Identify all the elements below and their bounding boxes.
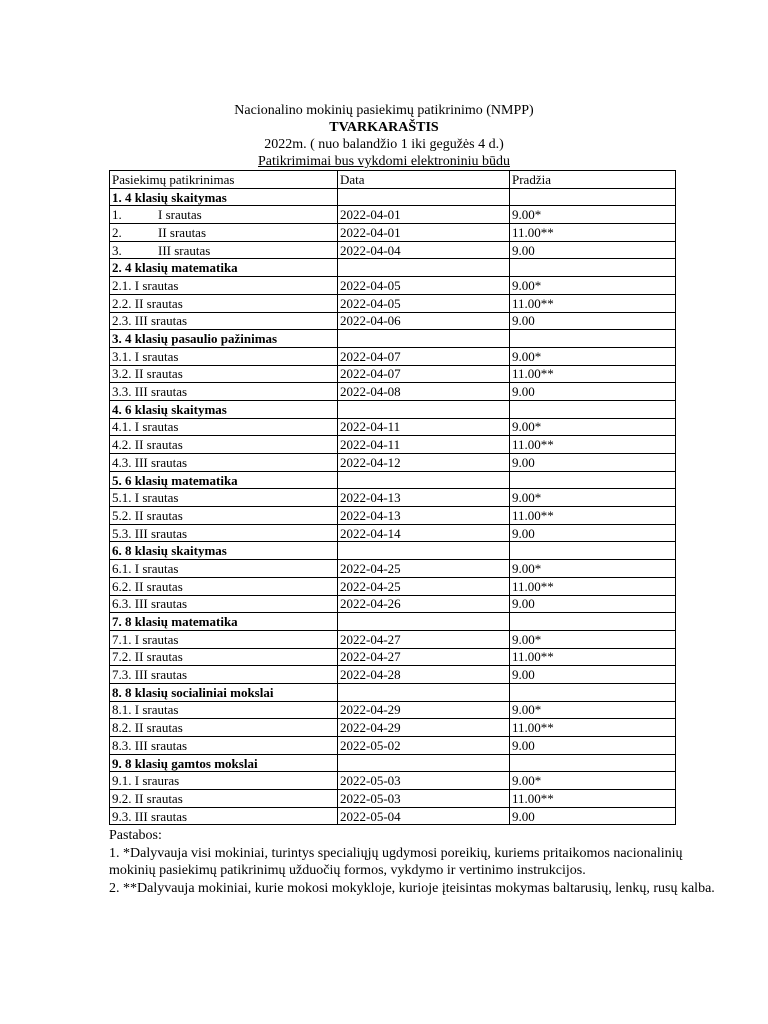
- date-cell: 2022-04-08: [338, 383, 510, 401]
- stream-cell: 7.1. I srautas: [110, 630, 338, 648]
- stream-number: 2.: [112, 224, 122, 240]
- stream-cell: 9.3. III srautas: [110, 807, 338, 825]
- table-row: [110, 418, 676, 436]
- date-cell: 2022-04-27: [338, 648, 510, 666]
- table-row: [110, 737, 676, 755]
- empty-cell: [510, 613, 676, 631]
- date-cell: 2022-04-11: [338, 436, 510, 454]
- empty-cell: [338, 188, 510, 206]
- stream-cell: 7.2. II srautas: [110, 648, 338, 666]
- date-cell: 2022-05-04: [338, 807, 510, 825]
- empty-cell: [510, 400, 676, 418]
- date-cell: 2022-04-29: [338, 701, 510, 719]
- date-cell: 2022-04-06: [338, 312, 510, 330]
- start-time-cell: 9.00: [510, 383, 676, 401]
- stream-number: 1.: [112, 207, 122, 223]
- stream-cell: 5.1. I srautas: [110, 489, 338, 507]
- section-row: [110, 471, 676, 489]
- date-cell: 2022-04-07: [338, 365, 510, 383]
- stream-cell: 3.1. I srautas: [110, 347, 338, 365]
- start-time-cell: 9.00*: [510, 347, 676, 365]
- empty-cell: [338, 754, 510, 772]
- section-row: [110, 754, 676, 772]
- stream-cell: 8.3. III srautas: [110, 737, 338, 755]
- empty-cell: [510, 471, 676, 489]
- start-time-cell: 11.00**: [510, 719, 676, 737]
- schedule-table: [109, 170, 676, 825]
- start-time-cell: 11.00**: [510, 436, 676, 454]
- start-time-cell: 9.00*: [510, 560, 676, 578]
- date-cell: 2022-04-25: [338, 577, 510, 595]
- start-time-cell: 9.00: [510, 666, 676, 684]
- table-row: [110, 648, 676, 666]
- note-item: 2. **Dalyvauja mokiniai, kurie mokosi mokykloje, kurioje įteisintas mokymas baltarusių, lenkų, rusų kalba.: [109, 880, 715, 896]
- start-time-cell: 9.00*: [510, 277, 676, 295]
- stream-cell: [110, 241, 338, 259]
- table-row: [110, 294, 676, 312]
- start-time-cell: 11.00**: [510, 790, 676, 808]
- table-row: [110, 595, 676, 613]
- date-cell: 2022-04-11: [338, 418, 510, 436]
- note-item: 1. *Dalyvauja visi mokiniai, turintys specialiųjų ugdymosi poreikių, kuriems pritaikomos nacionalinių mokinių pasiekimų patikrinimų užduočių formos, vykdymo ir vertinimo instrukcijos.: [109, 845, 683, 878]
- start-time-cell: 9.00*: [510, 418, 676, 436]
- empty-cell: [338, 613, 510, 631]
- stream-cell: 7.3. III srautas: [110, 666, 338, 684]
- start-time-cell: 9.00: [510, 595, 676, 613]
- start-time-cell: 9.00: [510, 737, 676, 755]
- empty-cell: [510, 188, 676, 206]
- document-title: TVARKARAŠTIS: [329, 120, 439, 135]
- date-cell: 2022-04-13: [338, 489, 510, 507]
- start-time-cell: 9.00: [510, 807, 676, 825]
- start-time-cell: 9.00: [510, 524, 676, 542]
- date-range-line: 2022m. ( nuo balandžio 1 iki gegužės 4 d.): [264, 137, 504, 152]
- stream-cell: 2.3. III srautas: [110, 312, 338, 330]
- section-row: [110, 400, 676, 418]
- table-row: [110, 666, 676, 684]
- date-cell: 2022-04-12: [338, 454, 510, 472]
- delivery-mode-line: Patikrimimai bus vykdomi elektroniniu būdu: [258, 154, 510, 169]
- start-time-cell: 11.00**: [510, 365, 676, 383]
- stream-cell: 5.2. II srautas: [110, 507, 338, 525]
- table-row: [110, 630, 676, 648]
- table-row: [110, 524, 676, 542]
- document-header: [0, 102, 768, 170]
- date-cell: 2022-05-02: [338, 737, 510, 755]
- section-title: 2. 4 klasių matematika: [110, 259, 338, 277]
- stream-cell: 8.1. I srautas: [110, 701, 338, 719]
- start-time-cell: 9.00: [510, 312, 676, 330]
- section-row: [110, 188, 676, 206]
- empty-cell: [510, 683, 676, 701]
- document-subtitle: Nacionalino mokinių pasiekimų patikrinimo (NMPP): [234, 103, 534, 118]
- stream-cell: 3.2. II srautas: [110, 365, 338, 383]
- section-title: 1. 4 klasių skaitymas: [110, 188, 338, 206]
- date-cell: 2022-04-04: [338, 241, 510, 259]
- empty-cell: [338, 330, 510, 348]
- stream-cell: 8.2. II srautas: [110, 719, 338, 737]
- date-cell: 2022-04-13: [338, 507, 510, 525]
- date-cell: 2022-04-29: [338, 719, 510, 737]
- table-row: [110, 454, 676, 472]
- empty-cell: [510, 754, 676, 772]
- stream-cell: 4.3. III srautas: [110, 454, 338, 472]
- section-title: 4. 6 klasių skaitymas: [110, 400, 338, 418]
- table-row: [110, 507, 676, 525]
- stream-label: III srautas: [158, 242, 211, 258]
- table-row: [110, 719, 676, 737]
- table-header-row: [110, 171, 676, 189]
- start-time-cell: 9.00*: [510, 772, 676, 790]
- stream-number: 3.: [112, 242, 122, 258]
- section-title: 6. 8 klasių skaitymas: [110, 542, 338, 560]
- start-time-cell: 9.00*: [510, 489, 676, 507]
- date-cell: 2022-04-26: [338, 595, 510, 613]
- start-time-cell: 9.00*: [510, 206, 676, 224]
- date-cell: 2022-04-05: [338, 277, 510, 295]
- stream-label: I srautas: [158, 207, 202, 223]
- stream-cell: 2.2. II srautas: [110, 294, 338, 312]
- table-row: [110, 436, 676, 454]
- start-time-cell: 9.00*: [510, 630, 676, 648]
- start-time-cell: 11.00**: [510, 294, 676, 312]
- section-title: 9. 8 klasių gamtos mokslai: [110, 754, 338, 772]
- stream-cell: 4.1. I srautas: [110, 418, 338, 436]
- table-row: [110, 701, 676, 719]
- date-cell: 2022-04-05: [338, 294, 510, 312]
- start-time-cell: 11.00**: [510, 648, 676, 666]
- start-time-cell: 9.00: [510, 454, 676, 472]
- stream-cell: 9.1. I srauras: [110, 772, 338, 790]
- empty-cell: [510, 330, 676, 348]
- stream-cell: [110, 206, 338, 224]
- stream-cell: [110, 224, 338, 242]
- table-row: [110, 383, 676, 401]
- section-row: [110, 683, 676, 701]
- empty-cell: [338, 259, 510, 277]
- table-row: [110, 772, 676, 790]
- column-header-start: Pradžia: [510, 171, 676, 189]
- table-row: [110, 206, 676, 224]
- stream-cell: 6.3. III srautas: [110, 595, 338, 613]
- date-cell: 2022-05-03: [338, 772, 510, 790]
- empty-cell: [338, 400, 510, 418]
- stream-cell: 5.3. III srautas: [110, 524, 338, 542]
- date-cell: 2022-04-01: [338, 206, 510, 224]
- section-row: [110, 542, 676, 560]
- date-cell: 2022-04-14: [338, 524, 510, 542]
- date-cell: 2022-04-25: [338, 560, 510, 578]
- stream-cell: 3.3. III srautas: [110, 383, 338, 401]
- section-title: 5. 6 klasių matematika: [110, 471, 338, 489]
- table-row: [110, 277, 676, 295]
- section-row: [110, 613, 676, 631]
- start-time-cell: 9.00*: [510, 701, 676, 719]
- section-title: 3. 4 klasių pasaulio pažinimas: [110, 330, 338, 348]
- table-row: [110, 577, 676, 595]
- stream-cell: 6.1. I srautas: [110, 560, 338, 578]
- stream-cell: 6.2. II srautas: [110, 577, 338, 595]
- notes-heading: Pastabos:: [109, 828, 162, 843]
- table-row: [110, 365, 676, 383]
- section-title: 8. 8 klasių socialiniai mokslai: [110, 683, 338, 701]
- table-row: [110, 347, 676, 365]
- empty-cell: [338, 471, 510, 489]
- column-header-date: Data: [338, 171, 510, 189]
- schedule-table-body: [110, 188, 676, 825]
- section-row: [110, 259, 676, 277]
- date-cell: 2022-04-01: [338, 224, 510, 242]
- stream-label: II srautas: [158, 224, 207, 240]
- empty-cell: [510, 542, 676, 560]
- table-row: [110, 312, 676, 330]
- column-header-test: Pasiekimų patikrinimas: [110, 171, 338, 189]
- table-row: [110, 560, 676, 578]
- start-time-cell: 11.00**: [510, 577, 676, 595]
- start-time-cell: 11.00**: [510, 507, 676, 525]
- table-row: [110, 807, 676, 825]
- empty-cell: [338, 683, 510, 701]
- table-row: [110, 241, 676, 259]
- empty-cell: [338, 542, 510, 560]
- empty-cell: [510, 259, 676, 277]
- start-time-cell: 11.00**: [510, 224, 676, 242]
- section-title: 7. 8 klasių matematika: [110, 613, 338, 631]
- table-row: [110, 489, 676, 507]
- date-cell: 2022-04-27: [338, 630, 510, 648]
- date-cell: 2022-04-07: [338, 347, 510, 365]
- stream-cell: 2.1. I srautas: [110, 277, 338, 295]
- stream-cell: 4.2. II srautas: [110, 436, 338, 454]
- section-row: [110, 330, 676, 348]
- notes-section: [109, 827, 729, 897]
- table-row: [110, 790, 676, 808]
- stream-cell: 9.2. II srautas: [110, 790, 338, 808]
- start-time-cell: 9.00: [510, 241, 676, 259]
- table-row: [110, 224, 676, 242]
- date-cell: 2022-05-03: [338, 790, 510, 808]
- date-cell: 2022-04-28: [338, 666, 510, 684]
